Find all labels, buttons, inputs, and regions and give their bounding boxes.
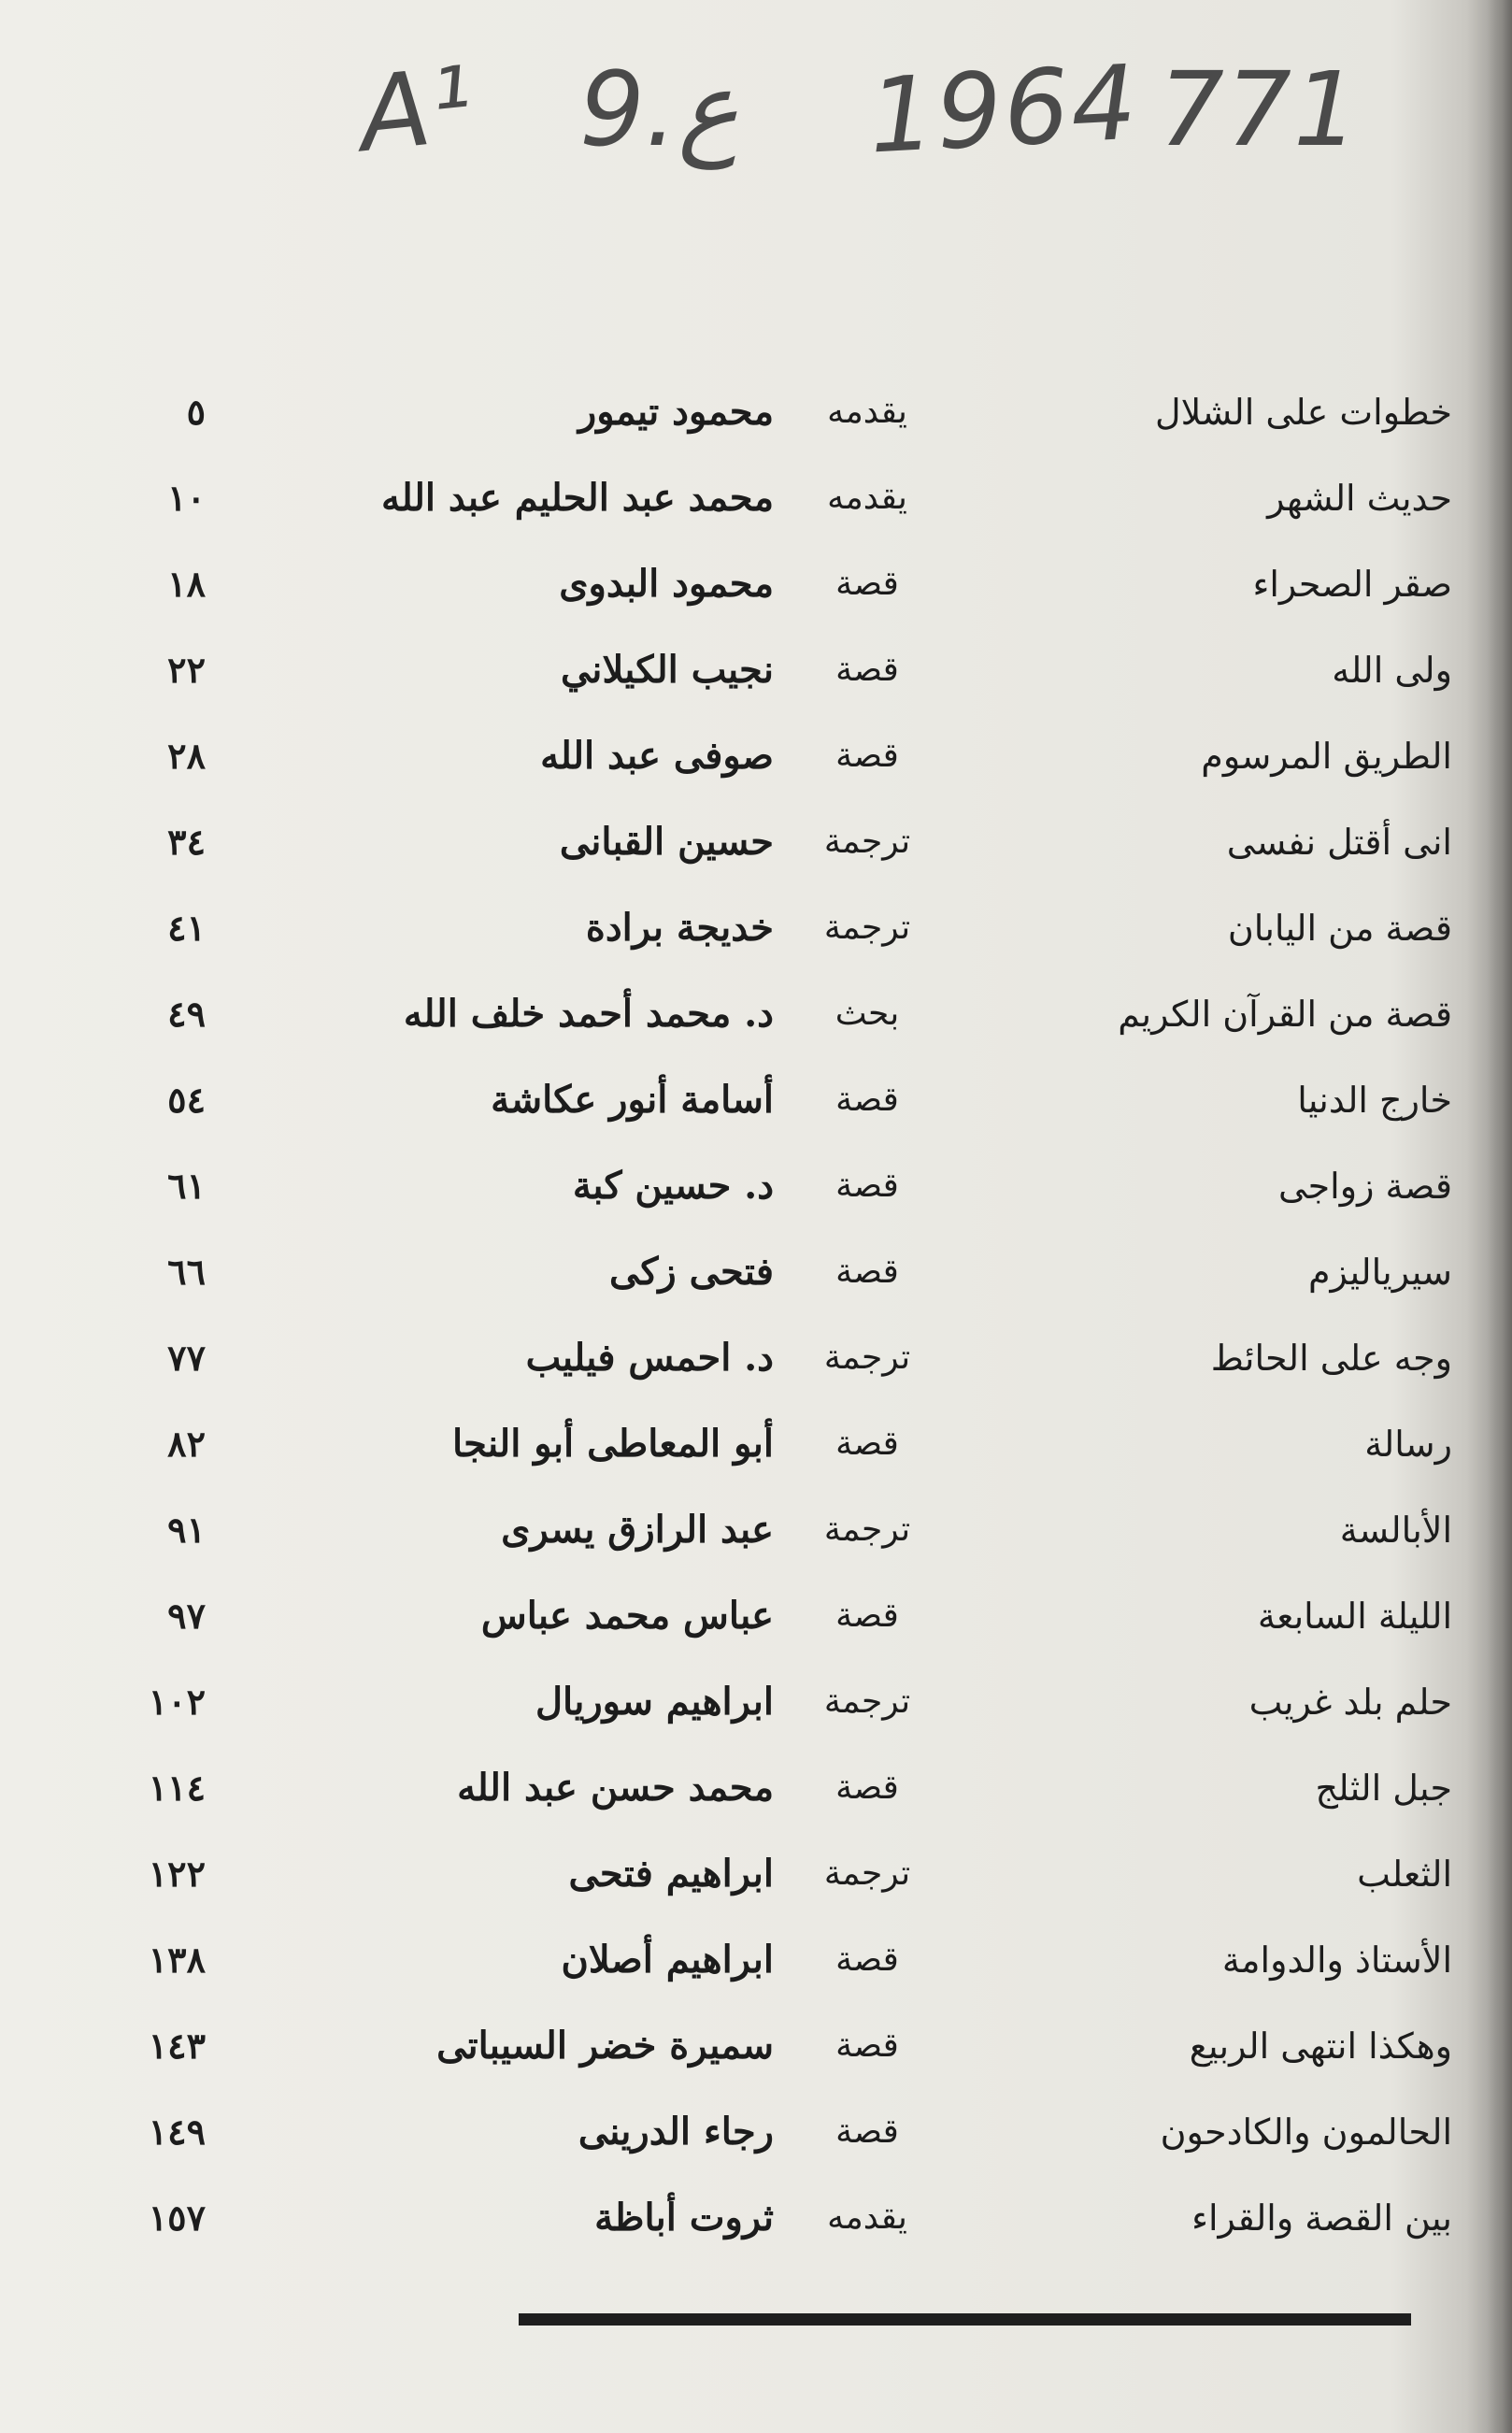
toc-title: صقر الصحراء [1252, 564, 1452, 605]
toc-row [0, 627, 1512, 713]
toc-title: الليلة السابعة [1257, 1596, 1452, 1637]
toc-author: محمد حسن عبد الله [457, 1766, 774, 1810]
toc-genre: ترجمة [823, 1338, 911, 1377]
toc-row [0, 713, 1512, 799]
closing-rule [519, 2313, 1411, 2326]
toc-author: د. احمس فيليب [525, 1336, 774, 1380]
toc-genre: قصة [835, 2112, 899, 2151]
toc-page-number: ١٤٩ [148, 2111, 206, 2153]
toc-page-number: ٨٢ [167, 1423, 206, 1465]
toc-genre: قصة [835, 2026, 899, 2065]
toc-page-number: ٣٤ [167, 821, 206, 863]
toc-row [0, 455, 1512, 541]
toc-title: رسالة [1364, 1424, 1452, 1465]
toc-author: ابراهيم أصلان [561, 1938, 774, 1982]
toc-row [0, 1745, 1512, 1831]
toc-row [0, 799, 1512, 885]
toc-page-number: ٢٢ [167, 649, 206, 691]
toc-genre: قصة [835, 1768, 899, 1807]
toc-page-number: ١٥٧ [148, 2197, 206, 2239]
toc-title: ولى الله [1332, 650, 1452, 691]
toc-author: محمود تيمور [578, 390, 774, 434]
toc-page-number: ٤٩ [167, 993, 206, 1035]
toc-page-number: ١٨ [167, 563, 206, 605]
toc-genre: قصة [835, 1940, 899, 1979]
toc-row [0, 1229, 1512, 1315]
toc-page-number: ٥ [186, 391, 206, 433]
toc-title: جبل الثلج [1315, 1768, 1452, 1809]
toc-title: وجه على الحائط [1210, 1338, 1452, 1379]
toc-page-number: ١٢٢ [148, 1853, 206, 1895]
toc-genre: ترجمة [823, 1854, 911, 1893]
toc-row [0, 1917, 1512, 2003]
toc-title: قصة زواجى [1278, 1166, 1452, 1207]
toc-genre: يقدمه [827, 479, 907, 517]
toc-page-number: ٩٧ [167, 1595, 206, 1637]
toc-title: خطوات على الشلال [1154, 392, 1452, 433]
toc-author: ابراهيم فتحى [568, 1852, 774, 1896]
toc-page-number: ٤١ [167, 907, 206, 949]
toc-author: محمد عبد الحليم عبد الله [381, 476, 774, 520]
toc-title: قصة من اليابان [1227, 908, 1452, 949]
toc-genre: بحث [834, 995, 900, 1033]
toc-row [0, 1573, 1512, 1659]
toc-genre: يقدمه [827, 2198, 907, 2237]
toc-page-number: ١١٤ [148, 1767, 206, 1809]
toc-page-number: ١٠٢ [148, 1681, 206, 1723]
toc-author: محمود البدوى [559, 562, 774, 606]
toc-page-number: ٦١ [167, 1165, 206, 1207]
toc-page-number: ٩١ [167, 1509, 206, 1551]
toc-author: حسين القبانى [559, 820, 774, 864]
toc-row [0, 2175, 1512, 2261]
toc-genre: ترجمة [823, 1682, 911, 1721]
toc-page-number: ٥٤ [167, 1079, 206, 1121]
toc-row [0, 1401, 1512, 1487]
annotation-mark-3: 1964 [865, 42, 1142, 177]
toc-page-number: ٢٨ [167, 735, 206, 777]
toc-genre: ترجمة [823, 823, 911, 861]
toc-author: ابراهيم سوريال [535, 1680, 774, 1724]
handwritten-annotation [0, 39, 1512, 189]
toc-author: عباس محمد عباس [480, 1594, 774, 1638]
toc-genre: قصة [835, 651, 899, 689]
toc-genre: ترجمة [823, 909, 911, 947]
annotation-mark-1: A¹ [353, 43, 481, 176]
toc-row [0, 2003, 1512, 2089]
toc-author: خديجة برادة [585, 906, 774, 950]
toc-title: الطريق المرسوم [1201, 736, 1452, 777]
toc-title: بين القصة والقراء [1191, 2197, 1452, 2239]
table-of-contents [0, 369, 1512, 2261]
toc-author: د. محمد أحمد خلف الله [403, 992, 774, 1036]
toc-author: أبو المعاطى أبو النجا [451, 1422, 774, 1466]
toc-author: سميرة خضر السيباتى [436, 2024, 774, 2068]
toc-page-number: ٦٦ [167, 1251, 206, 1293]
toc-genre: قصة [835, 1166, 899, 1205]
toc-row [0, 1143, 1512, 1229]
toc-page-number: ١٤٣ [148, 2025, 206, 2067]
toc-row [0, 1315, 1512, 1401]
toc-author: د. حسين كبة [572, 1164, 774, 1208]
toc-genre: يقدمه [827, 393, 907, 431]
toc-page-number: ١٣٨ [148, 1939, 206, 1981]
toc-author: أسامة أنور عكاشة [491, 1078, 774, 1122]
toc-author: صوفى عبد الله [540, 734, 774, 778]
toc-title: الأبالسة [1339, 1510, 1452, 1551]
toc-genre: قصة [835, 1252, 899, 1291]
toc-title: وهكذا انتهى الربيع [1189, 2025, 1452, 2067]
toc-genre: قصة [835, 1424, 899, 1463]
toc-title: خارج الدنيا [1297, 1080, 1452, 1121]
toc-row [0, 2089, 1512, 2175]
toc-author: رجاء الدرينى [578, 2110, 774, 2154]
toc-title: حديث الشهر [1267, 478, 1452, 519]
toc-title: الأستاذ والدوامة [1221, 1939, 1452, 1981]
toc-title: انى أقتل نفسى [1226, 822, 1452, 863]
toc-title: حلم بلد غريب [1248, 1682, 1452, 1723]
toc-row [0, 541, 1512, 627]
toc-title: قصة من القرآن الكريم [1118, 994, 1452, 1035]
toc-genre: قصة [835, 1596, 899, 1635]
toc-row [0, 1487, 1512, 1573]
toc-title: الثعلب [1357, 1853, 1452, 1895]
toc-genre: قصة [835, 737, 899, 775]
toc-row [0, 1057, 1512, 1143]
toc-author: عبد الرازق يسرى [501, 1508, 774, 1552]
toc-genre: ترجمة [823, 1510, 911, 1549]
toc-author: فتحى زكى [609, 1250, 774, 1294]
toc-page-number: ١٠ [167, 477, 206, 519]
toc-page-number: ٧٧ [167, 1337, 206, 1379]
toc-row [0, 1659, 1512, 1745]
toc-row [0, 1831, 1512, 1917]
annotation-mark-2: 9.ع [579, 50, 739, 169]
toc-genre: قصة [835, 1081, 899, 1119]
toc-row [0, 885, 1512, 971]
toc-title: سيرياليزم [1308, 1252, 1452, 1293]
toc-row [0, 369, 1512, 455]
annotation-mark-4: 771 [1159, 50, 1361, 169]
toc-title: الحالمون والكادحون [1160, 2111, 1452, 2153]
toc-row [0, 971, 1512, 1057]
toc-author: ثروت أباظة [594, 2196, 774, 2240]
toc-author: نجيب الكيلاني [560, 648, 774, 692]
toc-genre: قصة [835, 565, 899, 603]
